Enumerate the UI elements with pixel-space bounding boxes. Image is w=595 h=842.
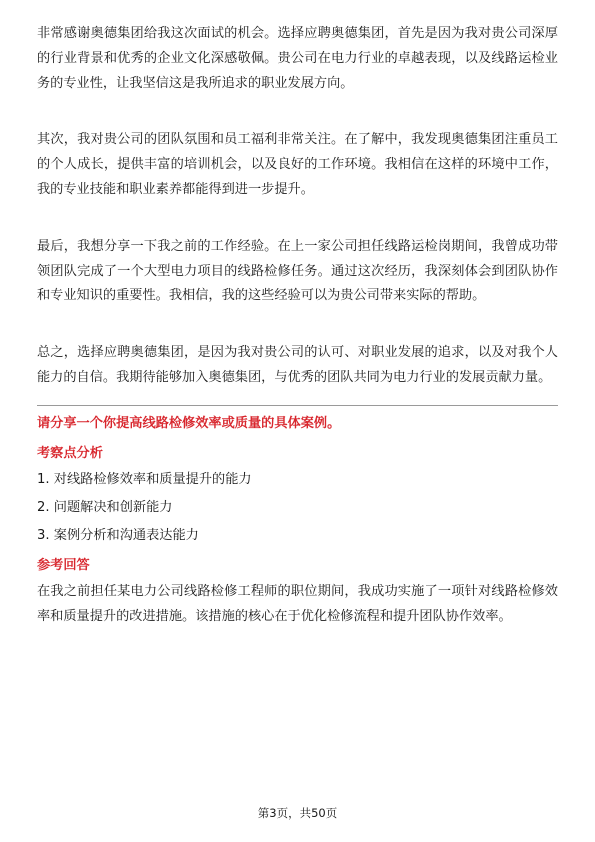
analysis-point: 2. 问题解决和创新能力 bbox=[37, 499, 173, 515]
intro-paragraph-2: 其次，我对贵公司的团队氛围和员工福利非常关注。在了解中，我发现奥德集团注重员工的个人成长，提供丰富的培训机会，以及良好的工作环境。我相信在这样的环境中工作，我的专业技能和职业素养都能得到进一步提升。 bbox=[37, 132, 558, 197]
interview-question: 请分享一个你提高线路检修效率或质量的具体案例。 bbox=[37, 415, 341, 431]
analysis-title: 考察点分析 bbox=[37, 445, 103, 461]
section-divider bbox=[37, 405, 558, 406]
analysis-point: 1. 对线路检修效率和质量提升的能力 bbox=[37, 471, 252, 487]
intro-paragraph-1: 非常感谢奥德集团给我这次面试的机会。选择应聘奥德集团，首先是因为我对贵公司深厚的行业背景和优秀的企业文化深感敬佩。贵公司在电力行业的卓越表现，以及线路运检业务的专业性，让我坚信这是我所追求的职业发展方向。 bbox=[37, 26, 558, 91]
page-number: 第3页，共50页 bbox=[257, 806, 338, 820]
intro-paragraph-4: 总之，选择应聘奥德集团，是因为我对贵公司的认可、对职业发展的追求，以及对我个人能力的自信。我期待能够加入奥德集团，与优秀的团队共同为电力行业的发展贡献力量。 bbox=[37, 345, 558, 385]
analysis-point: 3. 案例分析和沟通表达能力 bbox=[37, 527, 199, 543]
page-content bbox=[37, 22, 558, 629]
intro-paragraph-3: 最后，我想分享一下我之前的工作经验。在上一家公司担任线路运检岗期间，我曾成功带领团队完成了一个大型电力项目的线路检修任务。通过这次经历，我深刻体会到团队协作和专业知识的重要性。我相信，我的这些经验可以为贵公司带来实际的帮助。 bbox=[37, 238, 558, 304]
reference-answer: 在我之前担任某电力公司线路检修工程师的职位期间，我成功实施了一项针对线路检修效率和质量提升的改进措施。该措施的核心在于优化检修流程和提升团队协作效率。 bbox=[37, 583, 558, 624]
reference-title: 参考回答 bbox=[37, 557, 90, 573]
